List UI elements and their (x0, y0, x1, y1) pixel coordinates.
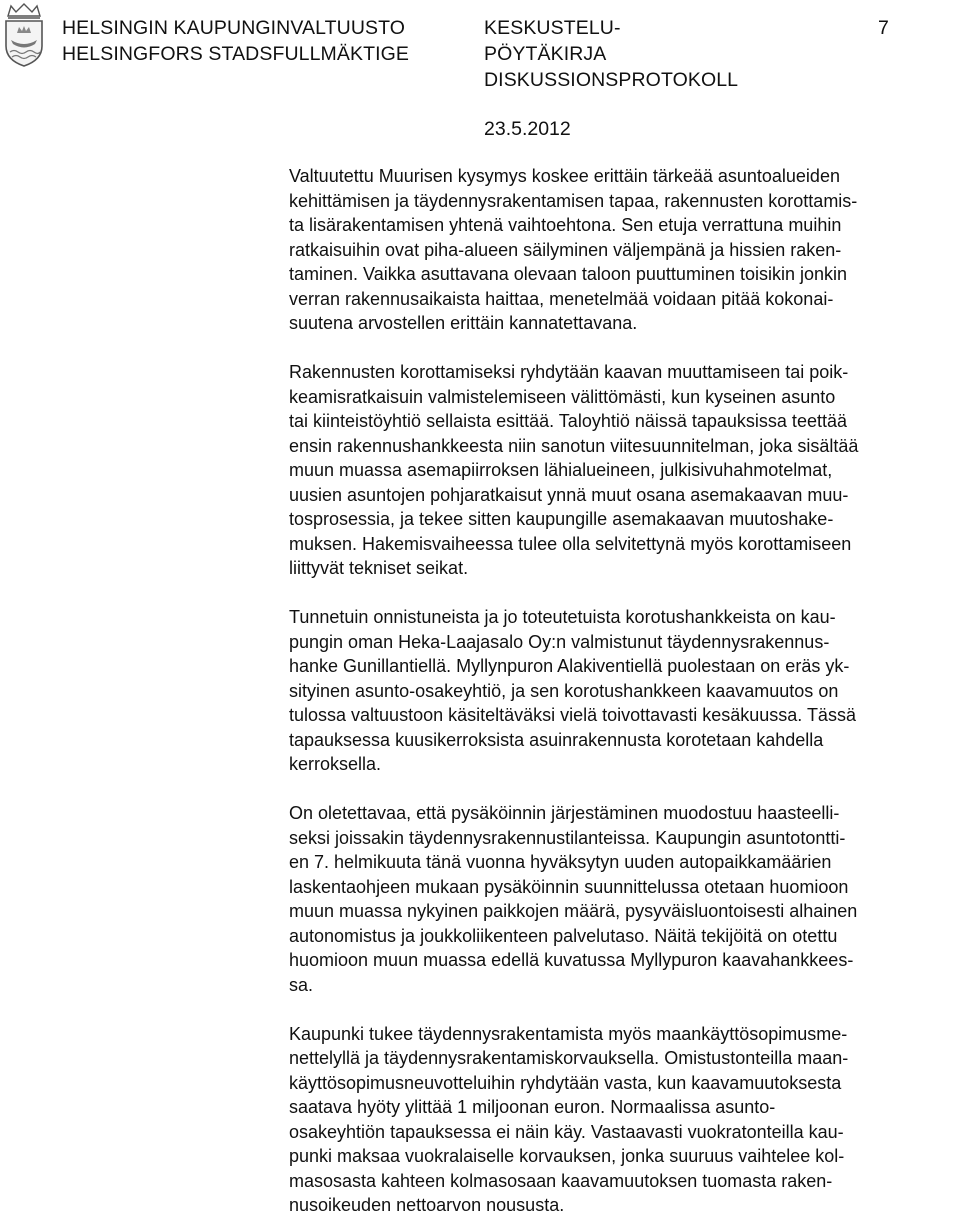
text-line: sa. (289, 974, 314, 995)
text-line: masosasta kahteen kolmasosaan kaavamuutoksen tuomasta raken- (289, 1170, 833, 1191)
document-type-line: PÖYTÄKIRJA (484, 43, 607, 65)
text-line: nusoikeuden nettoarvon noususta. (289, 1195, 565, 1215)
text-line: suutena arvostellen erittäin kannatettavana. (289, 313, 638, 333)
text-line: osakeyhtiön tapauksessa ei näin käy. Vastaavasti vuokratonteilla kau- (289, 1121, 844, 1142)
text-line: sityinen asunto-osakeyhtiö, ja sen korotushankkeen kaavamuutos on (289, 680, 839, 701)
text-line: pungin oman Heka-Laajasalo Oy:n valmistunut täydennysrakennus- (289, 631, 830, 652)
text-line: hanke Gunillantiellä. Myllynpuron Alakiventiellä puolestaan on eräs yk- (289, 656, 850, 676)
text-line: laskentaohjeen mukaan pysäköinnin suunnittelussa otetaan huomioon (289, 876, 849, 897)
text-line: verran rakennusaikaista haittaa, menetelmää voidaan pitää kokonai- (289, 288, 834, 309)
text-line: Valtuutettu Muurisen kysymys koskee erittäin tärkeää asuntoalueiden (289, 166, 840, 186)
document-date: 23.5.2012 (484, 118, 571, 140)
text-line: käyttösopimusneuvotteluihin ryhdytään vasta, kun kaavamuutoksesta (289, 1072, 842, 1093)
text-line: autonomistus ja joukkoliikenteen palvelutaso. Näitä tekijöitä on otettu (289, 925, 838, 946)
text-line: liittyvät tekniset seikat. (289, 558, 469, 578)
text-line: en 7. helmikuuta tänä vuonna hyväksytyn uuden autopaikkamäärien (289, 852, 832, 872)
text-line: ratkaisuihin ovat piha-alueen säilyminen väljempänä ja hissien raken- (289, 239, 842, 260)
text-line: uusien asuntojen pohjaratkaisut ynnä muut osana asemakaavan muu- (289, 484, 849, 505)
text-line: taminen. Vaikka asuttavana olevaan taloon puuttuminen toisikin jonkin (289, 264, 848, 284)
text-line: seksi joissakin täydennysrakennustilanteissa. Kaupungin asuntotontti- (289, 827, 846, 848)
document-type-line: KESKUSTELU- (484, 17, 621, 39)
text-line: ensin rakennushankkeesta niin sanotun viitesuunnitelman, joka sisältää (289, 435, 859, 456)
organization-name-sv: HELSINGFORS STADSFULLMÄKTIGE (62, 43, 410, 65)
document-type-line: DISKUSSIONSPROTOKOLL (484, 69, 739, 91)
paragraph (289, 164, 957, 336)
text-line: Tunnetuin onnistuneista ja jo toteutetuista korotushankkeista on kau- (289, 607, 836, 627)
paragraph (289, 360, 957, 581)
paragraph (289, 801, 957, 997)
text-line: kerroksella. (289, 754, 382, 774)
text-line: On oletettavaa, että pysäköinnin järjestäminen muodostuu haasteelli- (289, 803, 840, 823)
text-line: huomioon muun muassa edellä kuvatussa Myllypuron kaavahankkees- (289, 950, 854, 970)
paragraph (289, 1022, 957, 1218)
text-line: tulossa valtuustoon käsiteltäväksi vielä toivottavasti kesäkuussa. Tässä (289, 705, 856, 725)
helsinki-coat-of-arms-icon (2, 2, 46, 68)
text-line: keamisratkaisuin valmistelemiseen välittömästi, kun kyseinen asunto (289, 386, 836, 407)
paragraph (289, 605, 957, 777)
text-line: saatava hyöty ylittää 1 miljoonan euron. Normaalissa asunto- (289, 1097, 776, 1117)
text-line: tosprosessia, ja tekee sitten kaupungille asemakaavan muutoshake- (289, 509, 834, 529)
document-body (289, 164, 957, 1218)
text-line: ta lisärakentamisen yhtenä vaihtoehtona. Sen etuja verrattuna muihin (289, 215, 842, 235)
text-line: muun muassa asemapiirroksen lähialueineen, julkisivuhahmotelmat, (289, 460, 833, 480)
organization-name-fi: HELSINGIN KAUPUNGINVALTUUSTO (62, 17, 406, 39)
text-line: muksen. Hakemisvaiheessa tulee olla selvitettynä myös korottamiseen (289, 533, 852, 554)
text-line: tapauksessa kuusikerroksista asuinrakennusta korotetaan kahdella (289, 729, 824, 750)
document-type (484, 15, 738, 93)
text-line: nettelyllä ja täydennysrakentamiskorvauksella. Omistustonteilla maan- (289, 1048, 849, 1068)
text-line: muun muassa nykyinen paikkojen määrä, pysyväisluontoisesti alhainen (289, 901, 858, 921)
text-line: kehittämisen ja täydennysrakentamisen tapaa, rakennusten korottamis- (289, 190, 858, 211)
text-line: punki maksaa vuokralaiselle korvauksen, jonka suuruus vaihtelee kol- (289, 1146, 845, 1166)
text-line: tai kiinteistöyhtiö sellaista esittää. Taloyhtiö näissä tapauksissa teettää (289, 411, 847, 431)
text-line: Kaupunki tukee täydennysrakentamista myös maankäyttösopimusme- (289, 1023, 848, 1044)
organization-name (62, 15, 409, 67)
text-line: Rakennusten korottamiseksi ryhdytään kaavan muuttamiseen tai poik- (289, 362, 849, 382)
page-number: 7 (878, 17, 889, 39)
